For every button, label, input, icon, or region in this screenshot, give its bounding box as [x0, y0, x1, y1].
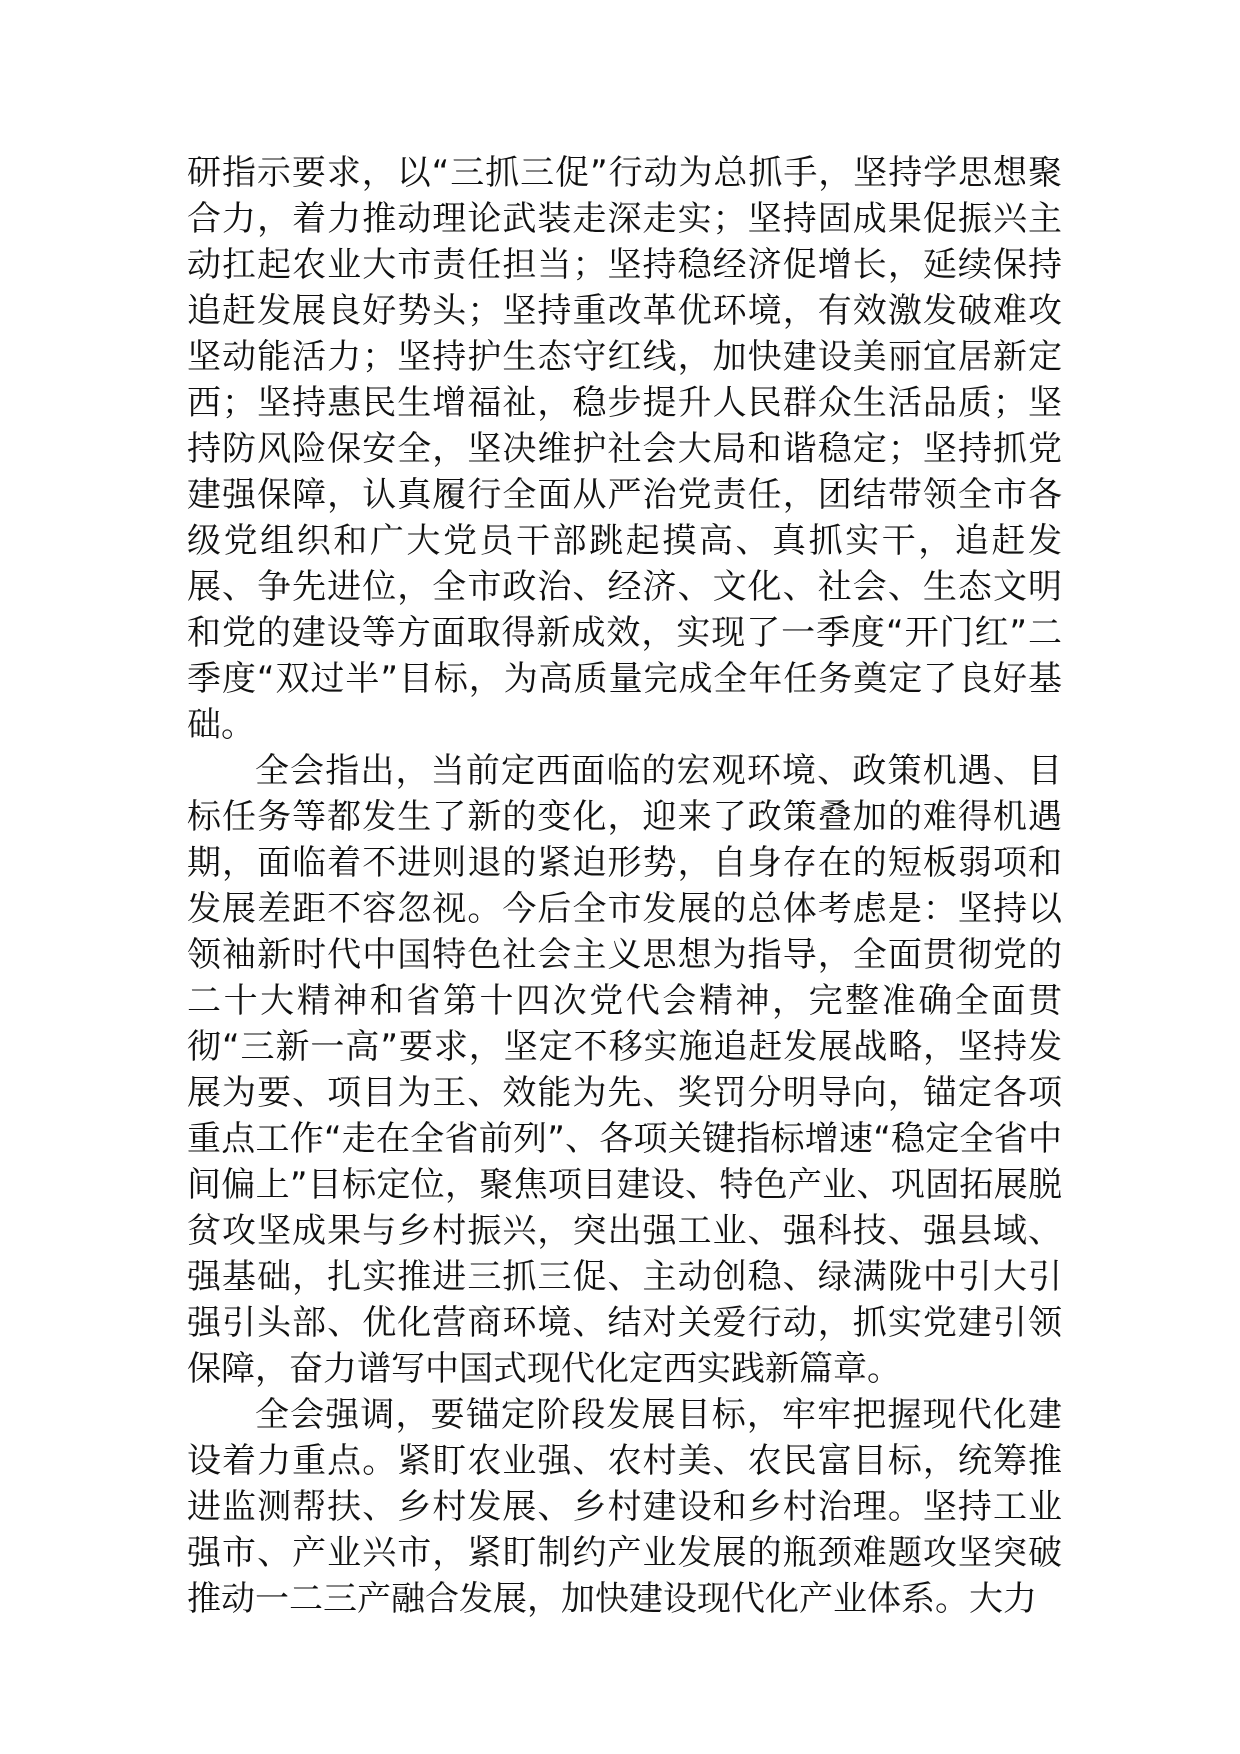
paragraph-plenary-emphasizes: 全会强调，要锚定阶段发展目标，牢牢把握现代化建设着力重点。紧盯农业强、农村美、农民富目标，统筹推进监测帮扶、乡村发展、乡村建设和乡村治理。坚持工业强市、产业兴市，紧盯制约产业发展的瓶颈难题攻坚突破推动一二三产融合发展，加快建设现代化产业体系。大力	[187, 1395, 1062, 1619]
paragraph-continued: 研指示要求，以“三抓三促”行动为总抓手，坚持学思想聚合力，着力推动理论武装走深走实；坚持固成果促振兴主动扛起农业大市责任担当；坚持稳经济促增长，延续保持追赶发展良好势头；坚持重改革优环境，有效激发破难攻坚动能活力；坚持护生态守红线，加快建设美丽宜居新定西；坚持惠民生增福祉，稳步提升人民群众生活品质；坚持防风险保安全，坚决维护社会大局和谐稳定；坚持抓党建强保障，认真履行全面从严治党责任，团结带领全市各级党组织和广大党员干部跳起摸高、真抓实干，追赶发展、争先进位，全市政治、经济、文化、社会、生态文明和党的建设等方面取得新成效，实现了一季度“开门红”二季度“双过半”目标，为高质量完成全年任务奠定了良好基础。	[187, 153, 1062, 745]
paragraph-plenary-points-out: 全会指出，当前定西面临的宏观环境、政策机遇、目标任务等都发生了新的变化，迎来了政策叠加的难得机遇期，面临着不进则退的紧迫形势，自身存在的短板弱项和发展差距不容忽视。今后全市发展的总体考虑是：坚持以领袖新时代中国特色社会主义思想为指导，全面贯彻党的二十大精神和省第十四次党代会精神，完整准确全面贯彻“三新一高”要求，坚定不移实施追赶发展战略，坚持发展为要、项目为王、效能为先、奖罚分明导向，锚定各项重点工作“走在全省前列”、各项关键指标增速“稳定全省中间偏上”目标定位，聚焦项目建设、特色产业、巩固拓展脱贫攻坚成果与乡村振兴，突出强工业、强科技、强县域、强基础，扎实推进三抓三促、主动创稳、绿满陇中引大引强引头部、优化营商环境、结对关爱行动，抓实党建引领保障，奋力谱写中国式现代化定西实践新篇章。	[187, 751, 1062, 1389]
document-body	[187, 150, 1062, 1622]
